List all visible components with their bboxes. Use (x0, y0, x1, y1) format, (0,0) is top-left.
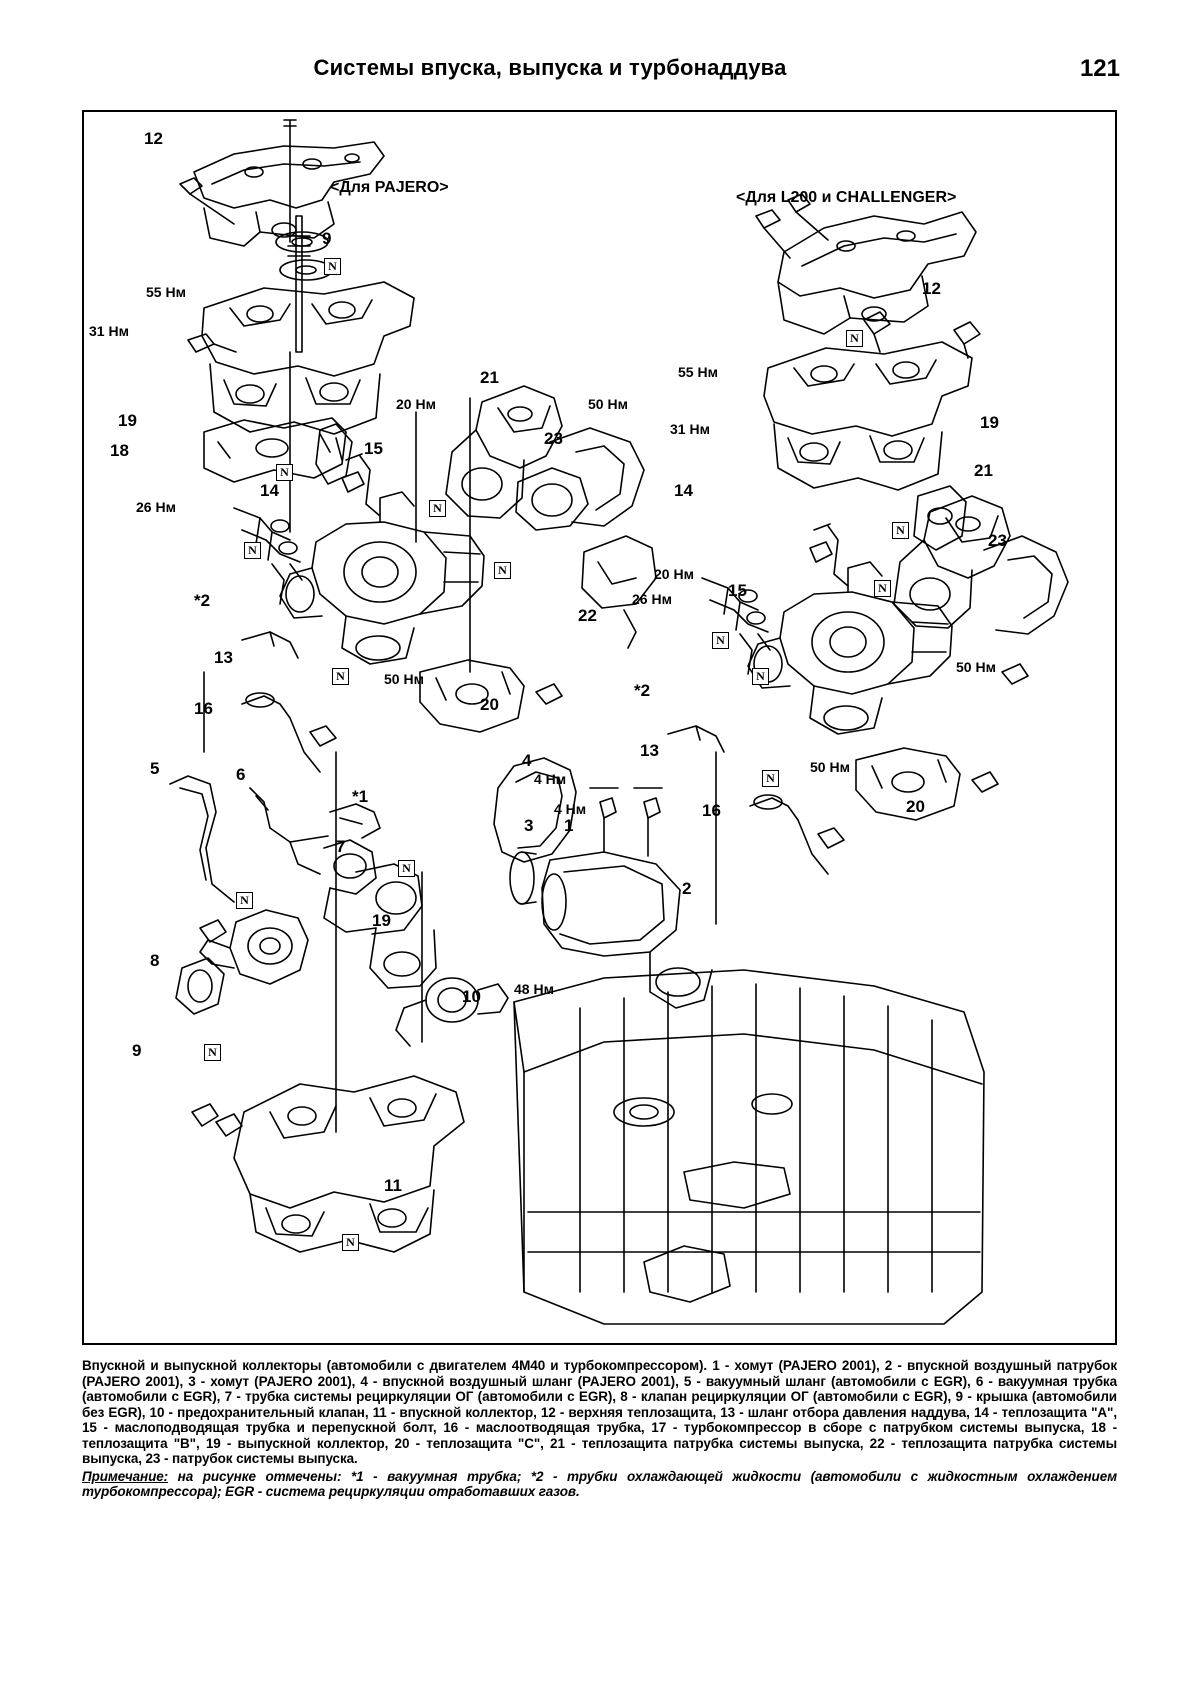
torque-4nm-a: 4 Нм (534, 771, 567, 787)
torque-50nm-right-top: 50 Нм (956, 659, 996, 675)
n-marker-icon: N (342, 1234, 359, 1251)
callout-12-left: 12 (144, 129, 163, 148)
callout-15-right: 15 (728, 581, 747, 600)
torque-26nm-right: 26 Нм (632, 591, 672, 607)
torque-50nm-left-top: 50 Нм (588, 396, 628, 412)
figure-caption (82, 1358, 1117, 1502)
torque-50nm-right-bottom: 50 Нм (810, 759, 850, 775)
n-marker-icon: N (236, 892, 253, 909)
torque-55nm-right: 55 Нм (678, 364, 718, 380)
figure-linework (84, 112, 1115, 1343)
n-marker-icon: N (332, 668, 349, 685)
n-marker-icon: N (712, 632, 729, 649)
n-marker-icon: N (892, 522, 909, 539)
callout-2: 2 (682, 879, 692, 898)
caption-note (82, 1469, 1117, 1500)
callout-19-bottom: 19 (372, 911, 391, 930)
callout-9-bottom: 9 (132, 1041, 142, 1060)
callout-23-left: 23 (544, 429, 563, 448)
variant-label-l200: <Для L200 и CHALLENGER> (736, 189, 957, 206)
callout-19-right: 19 (980, 413, 999, 432)
callout-5: 5 (150, 759, 160, 778)
callout-22-left: 22 (578, 606, 597, 625)
torque-4nm-b: 4 Нм (554, 801, 587, 817)
callout-12-right: 12 (922, 279, 941, 298)
variant-label-pajero: <Для PAJERO> (330, 179, 449, 196)
torque-50nm-left-bottom: 50 Нм (384, 671, 424, 687)
callout-6: 6 (236, 765, 246, 784)
callout-18-left: 18 (110, 441, 129, 460)
callout-15-left: 15 (364, 439, 383, 458)
page-header (80, 55, 1120, 95)
callout-3: 3 (524, 816, 534, 835)
torque-48nm: 48 Нм (514, 981, 554, 997)
callout-1: 1 (564, 816, 574, 835)
caption-body: Впускной и выпускной коллекторы (автомобили с двигателем 4М40 и турбокомпрессором). 1 - хомут (PAJERO 2001), 2 - впускной воздушный патрубок (PAJERO 2001), 3 - хомут (PAJERO 2001), 4 - впускной воздушный шланг (PAJERO 2001), 5 - вакуумный шланг (автомобили с EGR), 6 - вакуумная трубка (автомобили с EGR), 7 - трубка системы рециркуляции ОГ (автомобили с EGR), 8 - клапан рециркуляции ОГ (автомобили с EGR), 9 - крышка (автомобили без EGR), 10 - предохранительный клапан, 11 - впускной коллектор, 12 - верхняя теплозащита, 13 - шланг отбора давления наддува, 14 - теплозащита "A", 15 - маслоподводящая трубка и перепускной болт, 16 - маслоотводящая трубка, 17 - турбокомпрессор в сборе с патрубком системы выпуска, 18 - теплозащита "B", 19 - выпускной коллектор, 20 - теплозащита "C", 21 - теплозащита патрубка системы выпуска, 22 - теплозащита патрубка системы выпуска, 23 - патрубок системы выпуска. (82, 1358, 1117, 1466)
torque-20nm-left: 20 Нм (396, 396, 436, 412)
callout-20-left: 20 (480, 695, 499, 714)
torque-20nm-right: 20 Нм (654, 566, 694, 582)
n-marker-icon: N (276, 464, 293, 481)
callout-10: 10 (462, 987, 481, 1006)
n-marker-icon: N (846, 330, 863, 347)
callout-21-left: 21 (480, 368, 499, 387)
torque-31nm-left: 31 Нм (89, 323, 129, 339)
n-marker-icon: N (398, 860, 415, 877)
callout-4: 4 (522, 751, 532, 770)
callout-star1: *1 (352, 787, 369, 806)
callout-14-left: 14 (260, 481, 279, 500)
torque-31nm-right: 31 Нм (670, 421, 710, 437)
caption-note-label: Примечание: (82, 1468, 169, 1484)
callout-14-right: 14 (674, 481, 693, 500)
n-marker-icon: N (204, 1044, 221, 1061)
n-marker-icon: N (752, 668, 769, 685)
n-marker-icon: N (494, 562, 511, 579)
n-marker-icon: N (244, 542, 261, 559)
callout-21-right: 21 (974, 461, 993, 480)
callout-20-right: 20 (906, 797, 925, 816)
n-marker-icon: N (324, 258, 341, 275)
callout-7: 7 (336, 837, 346, 856)
caption-note-text: на рисунке отмечены: *1 - вакуумная трубка; *2 - трубки охлаждающей жидкости (автомобили с жидкостным охлаждением турбокомпрессора); EGR - система рециркуляции отработавших газов. (82, 1468, 1117, 1499)
callout-16-left: 16 (194, 699, 213, 718)
callout-19-left: 19 (118, 411, 137, 430)
callout-11: 11 (384, 1176, 402, 1195)
n-marker-icon: N (429, 500, 446, 517)
n-marker-icon: N (874, 580, 891, 597)
torque-55nm-left: 55 Нм (146, 284, 186, 300)
exploded-view-figure (82, 110, 1117, 1345)
callout-9-top: 9 (322, 229, 332, 248)
callout-13-left: 13 (214, 648, 233, 667)
page-number: 121 (1079, 55, 1120, 82)
callout-star2-left: *2 (194, 591, 211, 610)
callout-23-right: 23 (988, 531, 1007, 550)
callout-8: 8 (150, 951, 160, 970)
callout-16-right: 16 (702, 801, 721, 820)
callout-star2-right: *2 (634, 681, 651, 700)
n-marker-icon: N (762, 770, 779, 787)
torque-26nm-left: 26 Нм (136, 499, 176, 515)
callout-13-right: 13 (640, 741, 659, 760)
page-title: Системы впуска, выпуска и турбонаддува (313, 55, 787, 80)
